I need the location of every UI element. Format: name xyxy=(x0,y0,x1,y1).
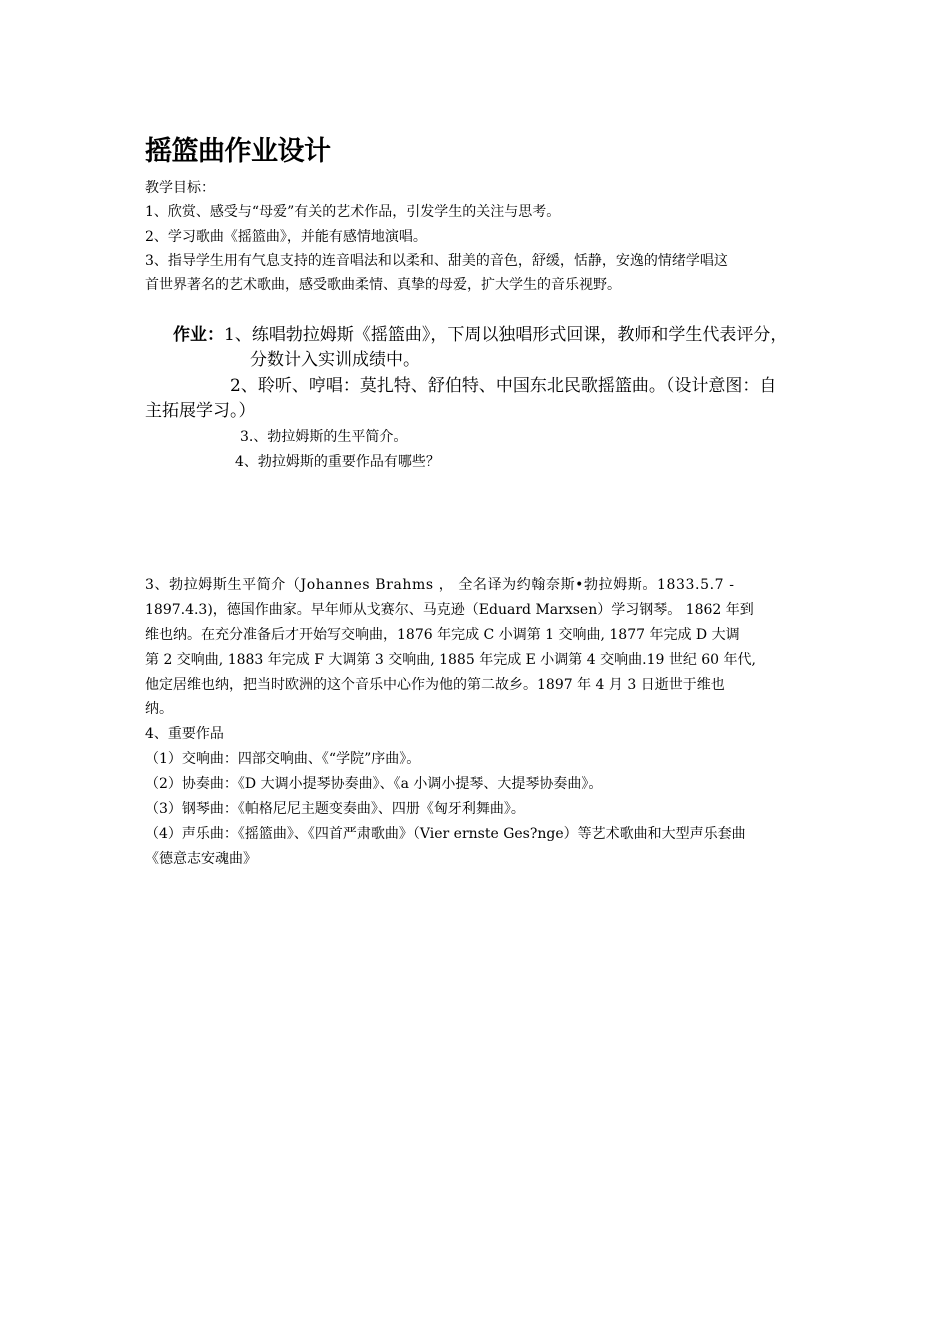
homework-item-1-cont: 分数计入实训成绩中。 xyxy=(250,350,420,370)
objectives-heading: 教学目标： xyxy=(145,180,215,196)
objective-item: 2、学习歌曲《摇篮曲》，并能有感情地演唱。 xyxy=(145,229,427,245)
homework-label: 作业： xyxy=(173,325,224,345)
biography-line: 他定居维也纳，把当时欧洲的这个音乐中心作为他的第二故乡。1897 年 4 月 3 日逝世于维也 xyxy=(145,677,725,693)
objective-item: 3、指导学生用有气息支持的连音唱法和以柔和、甜美的音色，舒缓，恬静，安逸的情绪学唱这 xyxy=(145,253,728,269)
homework-item-2-cont: 主拓展学习。） xyxy=(145,401,256,421)
works-item: （1）交响曲：四部交响曲、《“学院”序曲》。 xyxy=(145,751,421,767)
homework-item-4: 4、勃拉姆斯的重要作品有哪些？ xyxy=(235,454,440,470)
page-title: 摇篮曲作业设计 xyxy=(145,136,331,167)
works-item: （2）协奏曲：《D 大调小提琴协奏曲》、《a 小调小提琴、大提琴协奏曲》。 xyxy=(145,776,603,792)
objective-item: 首世界著名的艺术歌曲，感受歌曲柔情、真挚的母爱，扩大学生的音乐视野。 xyxy=(145,277,621,293)
works-item: （3）钢琴曲：《帕格尼尼主题变奏曲》、四册《匈牙利舞曲》。 xyxy=(145,801,525,817)
biography-line: 纳。 xyxy=(145,701,173,717)
works-item: （4）声乐曲：《摇篮曲》、《四首严肃歌曲》（Vier ernste Ges?nge）等艺术歌曲和大型声乐套曲 xyxy=(145,826,746,842)
homework-item-3: 3.、勃拉姆斯的生平简介。 xyxy=(240,429,408,445)
homework-item-2: 2、聆听、哼唱：莫扎特、舒伯特、中国东北民歌摇篮曲。（设计意图：自 xyxy=(230,376,777,396)
works-heading: 4、重要作品 xyxy=(145,726,224,742)
homework-line xyxy=(173,323,787,347)
objective-item: 1、欣赏、感受与“母爱”有关的艺术作品，引发学生的关注与思考。 xyxy=(145,204,561,220)
biography-line: 第 2 交响曲, 1883 年完成 F 大调第 3 交响曲, 1885 年完成 E 小调第 4 交响曲.19 世纪 60 年代, xyxy=(145,652,756,668)
biography-line: 3、勃拉姆斯生平简介（Johannes Brahms ， 全名译为约翰奈斯•勃拉姆斯。1833.5.7 - xyxy=(145,577,735,593)
biography-line: 1897.4.3)，德国作曲家。早年师从戈赛尔、马克逊（Eduard Marxsen）学习钢琴。 1862 年到 xyxy=(145,602,754,618)
works-item: 《德意志安魂曲》 xyxy=(145,851,257,867)
homework-item-1: 1、练唱勃拉姆斯《摇篮曲》，下周以独唱形式回课，教师和学生代表评分， xyxy=(224,325,788,345)
biography-line: 维也纳。在充分准备后才开始写交响曲，1876 年完成 C 小调第 1 交响曲, 1877 年完成 D 大调 xyxy=(145,627,740,643)
